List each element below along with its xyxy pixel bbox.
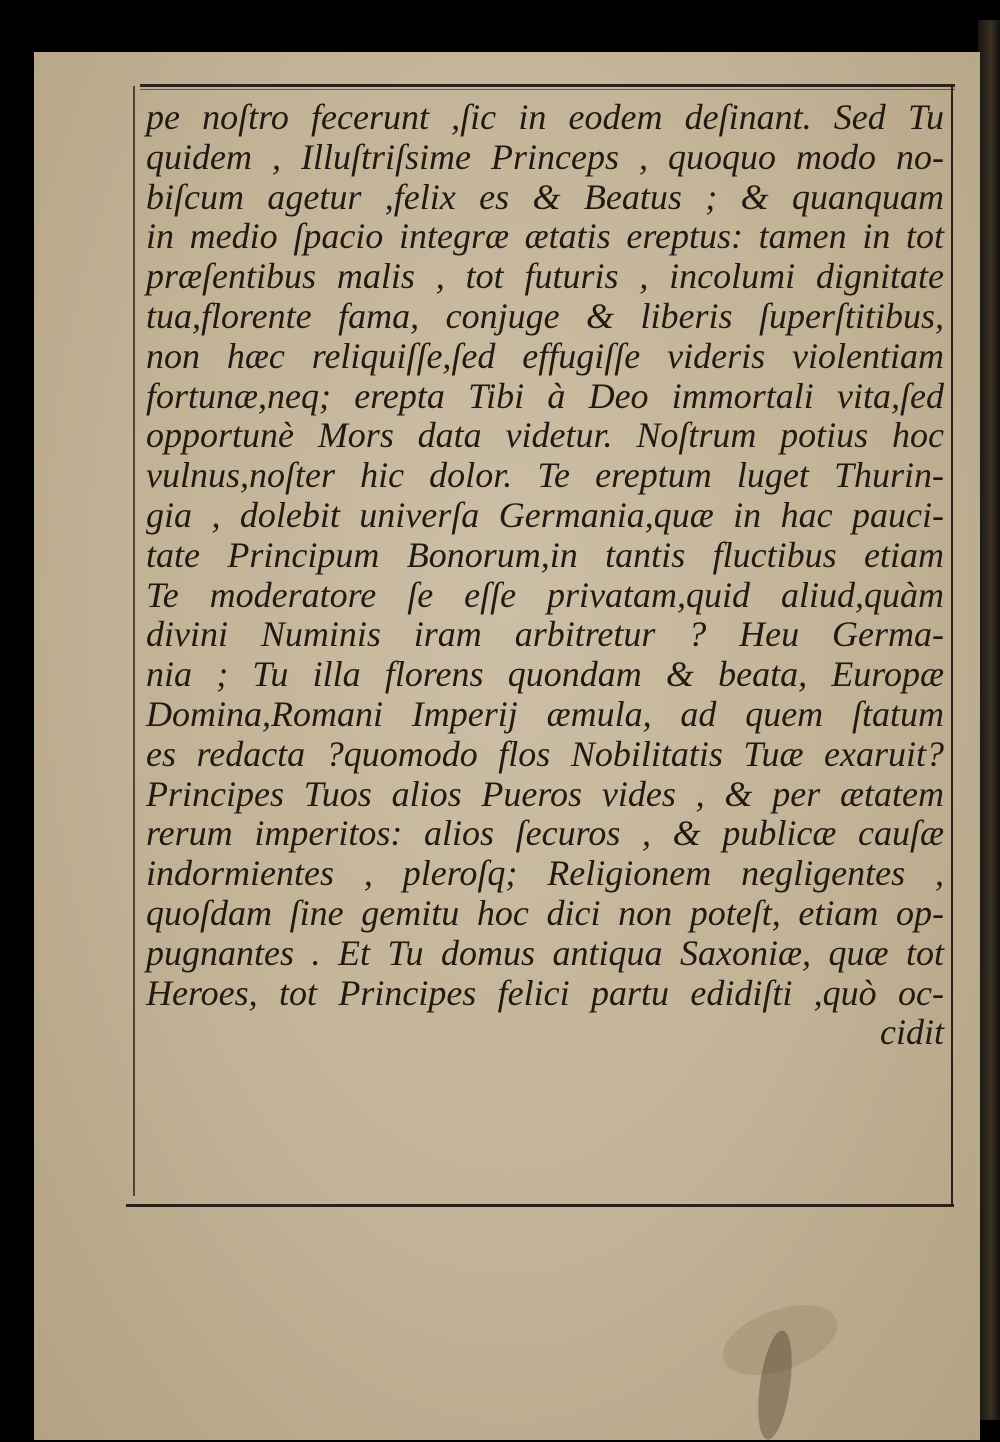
text-line: es redacta ?quomodo flos Nobilitatis Tuæ exaruit? [146, 733, 944, 774]
text-line: in medio ſpacio integræ ætatis ereptus: tamen in tot [146, 216, 944, 257]
text-line: Heroes, tot Principes felici partu edidiſti ,quò oc- [146, 972, 944, 1013]
text-line: præſentibus malis , tot futuris , incolumi dignitate [146, 256, 944, 297]
text-line: non hæc reliquiſſe,ſed effugiſſe videris violentiam [146, 335, 944, 376]
text-line: quidem , Illuſtriſsime Princeps , quoquo modo no- [146, 136, 944, 177]
text-line: Domina,Romani Imperij æmula, ad quem ſtatum [146, 693, 944, 734]
text-line: pe noſtro fecerunt ,ſic in eodem deſinant. Sed Tu [146, 97, 944, 137]
catchword: cidit [880, 1012, 944, 1053]
text-line: vulnus,noſter hic dolor. Te ereptum luget Thurin- [146, 455, 944, 496]
top-rule [140, 84, 955, 87]
left-rule [133, 86, 135, 1196]
top-rule-thin [140, 89, 955, 90]
text-line: fortunæ,neq; erepta Tibi à Deo immortali vita,ſed [146, 375, 944, 416]
text-line: rerum imperitos: alios ſecuros , & publicæ cauſæ [146, 813, 944, 854]
text-line: nia ; Tu illa florens quondam & beata, Europæ [146, 654, 944, 695]
text-line: tate Principum Bonorum,in tantis fluctibus etiam [146, 534, 944, 575]
text-line: Principes Tuos alios Pueros vides , & per ætatem [146, 773, 944, 814]
body-text [146, 98, 944, 1053]
text-line: quoſdam ſine gemitu hoc dici non poteſt, etiam op- [146, 892, 944, 933]
bottom-rule [126, 1204, 954, 1207]
text-line: biſcum agetur ,felix es & Beatus ; & quanquam [146, 176, 944, 217]
text-line: pugnantes . Et Tu domus antiqua Saxoniæ, quæ tot [146, 932, 944, 973]
right-rule [951, 86, 953, 1206]
text-line: gia , dolebit univerſa Germania,quæ in hac pauci- [146, 494, 944, 535]
text-line: indormientes , pleroſq; Religionem negligentes , [146, 853, 944, 894]
text-line: tua,florente fama, conjuge & liberis ſuperſtitibus, [146, 295, 944, 336]
text-line: divini Numinis iram arbitretur ? Heu Germa- [146, 614, 944, 655]
book-edge [978, 20, 1000, 1420]
text-line: Te moderatore ſe eſſe privatam,quid aliud,quàm [146, 574, 944, 615]
text-line: opportunè Mors data videtur. Noſtrum potius hoc [146, 415, 944, 456]
